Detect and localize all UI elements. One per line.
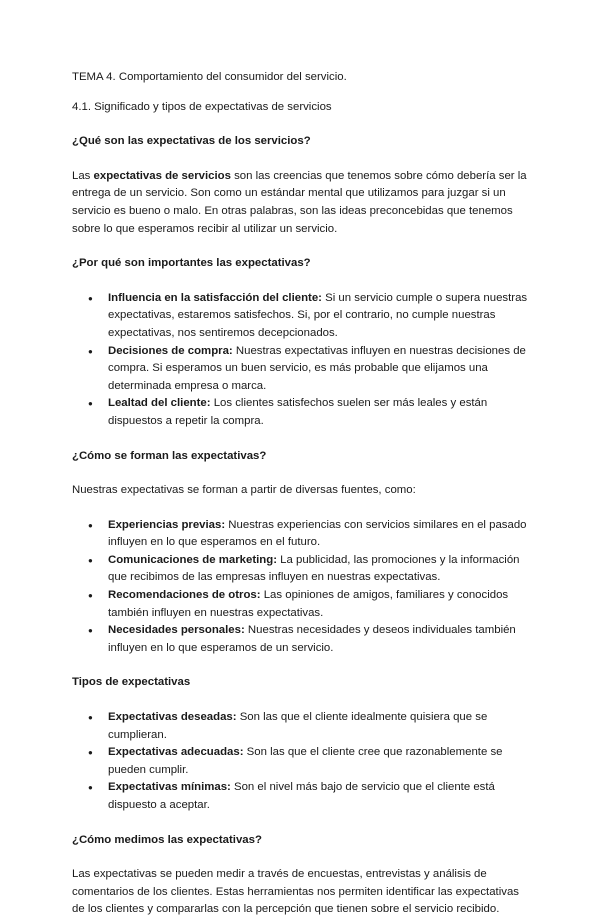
list-item-term: Experiencias previas: [108,518,226,531]
heading-what-are-expectations: ¿Qué son las expectativas de los servicios? [72,135,311,148]
list-item [72,395,532,430]
list-item [72,709,532,744]
list-sources [72,517,532,658]
heading-why-important: ¿Por qué son importantes las expectativas? [72,257,311,270]
list-item-text: Si un servicio cumple o supera nuestras expectativas, estaremos satisfechos. Si, por el contrario, no cumple nuestras expectativas, nos sentiremos decepcionados. [108,291,528,339]
list-item [72,622,532,657]
list-why-important [72,290,532,431]
list-item-text: La publicidad, las promociones y la información que recibimos de las empresas influyen en nuestras expectativas. [108,553,520,584]
section-subtitle: 4.1. Significado y tipos de expectativas de servicios [72,100,332,113]
list-item-term: Expectativas deseadas: [108,711,237,724]
heading-how-formed: ¿Cómo se forman las expectativas? [72,449,267,462]
list-item-text: Las opiniones de amigos, familiares y conocidos también influyen en nuestras expectativas. [108,589,509,619]
list-item-term: Comunicaciones de marketing: [108,553,278,566]
list-item-term: Necesidades personales: [108,624,245,637]
list-item [72,290,532,343]
heading-how-measure: ¿Cómo medimos las expectativas? [72,833,262,846]
heading-types: Tipos de expectativas [72,676,191,689]
list-item-term: Lealtad del cliente: [108,397,211,410]
paragraph-definition [72,168,532,238]
list-item [72,343,532,396]
list-item-term: Expectativas mínimas: [108,781,231,794]
paragraph-measurement: Las expectativas se pueden medir a través de encuestas, entrevistas y análisis de comentarios de los clientes. Estas herramientas nos permiten identificar las expectativas de los clientes y compararlas con la percepción que tienen sobre el servicio recibido. [72,868,519,916]
list-item-text: Nuestras necesidades y deseos individuales también influyen en lo que esperamos de un servicio. [108,624,516,654]
document-title: TEMA 4. Comportamiento del consumidor del servicio. [72,71,347,83]
list-item [72,517,532,552]
list-item-text: Son el nivel más bajo de servicio que el cliente está dispuesto a aceptar. [108,781,495,811]
paragraph-sources-intro: Nuestras expectativas se forman a partir de diversas fuentes, como: [72,484,416,497]
list-item-term: Expectativas adecuadas: [108,746,244,759]
list-item [72,779,532,814]
list-item [72,587,532,622]
definition-text: son las creencias que tenemos sobre cómo debería ser la entrega de un servicio. Son como un estándar mental que utilizamos para juzgar si un servicio es bueno o malo. En otras palabras, son las ideas preconcebidas que tenemos sobre lo que esperamos recibir al utilizar un servicio. [72,169,527,235]
document-body [72,69,532,919]
definition-term: expectativas de servicios [93,169,231,182]
list-item-text: Son las que el cliente idealmente quisiera que se cumplieran. [108,711,488,741]
list-item-text: Son las que el cliente cree que razonablemente se pueden cumplir. [108,746,503,776]
list-item [72,552,532,587]
list-item [72,744,532,779]
list-item-text: Nuestras experiencias con servicios similares en el pasado influyen en lo que esperamos en el futuro. [108,518,527,549]
list-item-term: Recomendaciones de otros: [108,589,261,602]
list-item-text: Los clientes satisfechos suelen ser más leales y están dispuestos a repetir la compra. [108,397,488,427]
list-item-term: Decisiones de compra: [108,344,233,357]
definition-prefix: Las [72,169,94,182]
list-item-text: Nuestras expectativas influyen en nuestras decisiones de compra. Si esperamos un buen servicio, es más probable que elijamos una determinada empresa o marca. [108,344,526,392]
list-item-term: Influencia en la satisfacción del cliente: [108,291,322,304]
list-types [72,709,532,815]
